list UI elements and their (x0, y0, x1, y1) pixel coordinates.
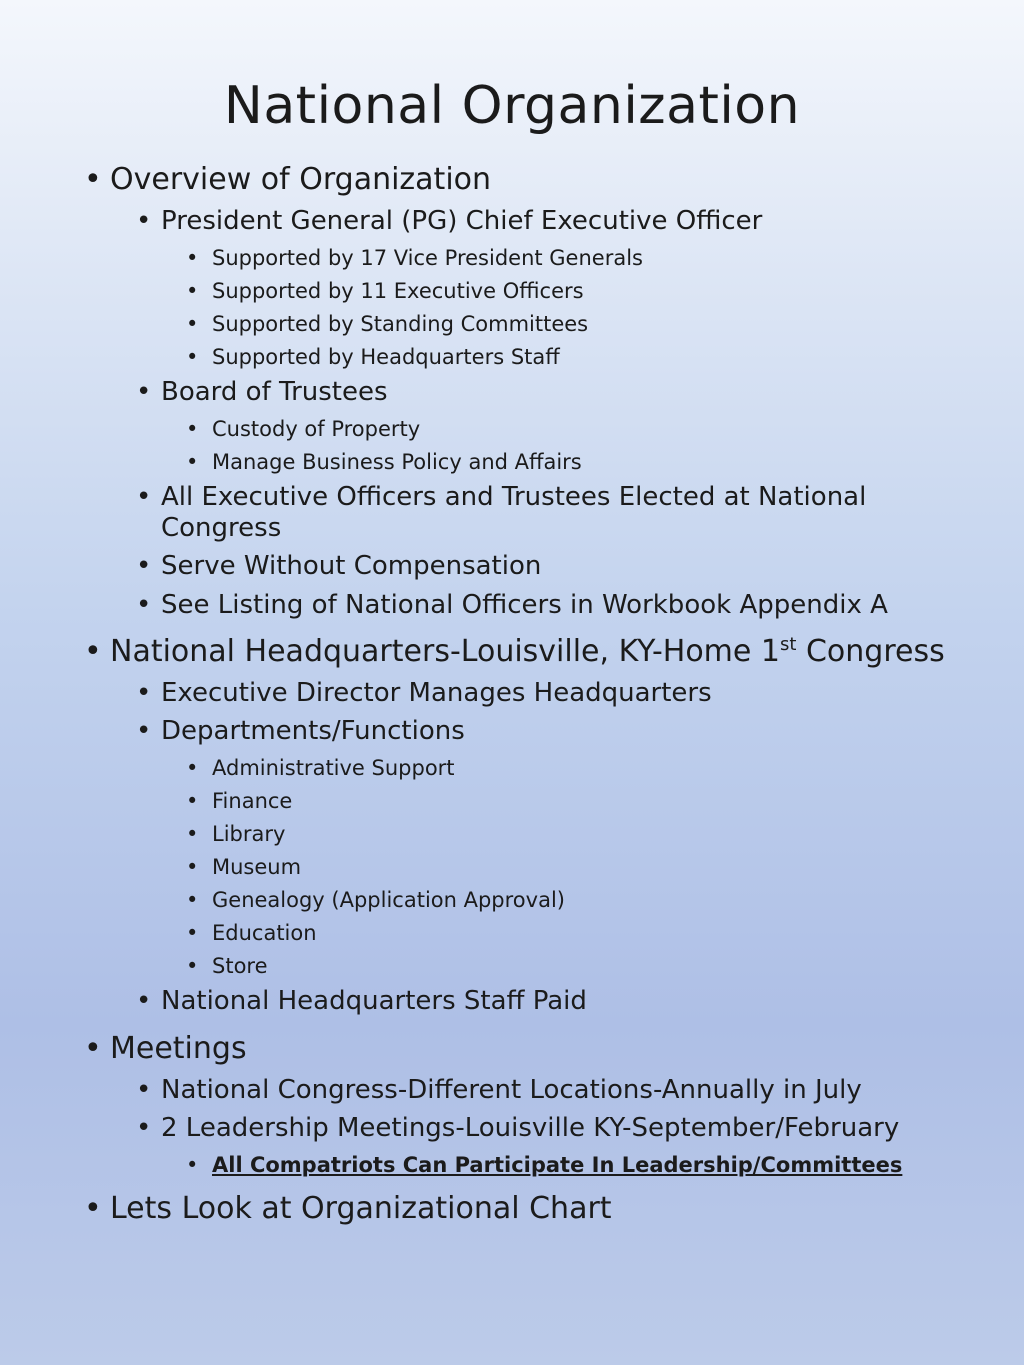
list-item-board-of-trustees (136, 377, 388, 408)
list-item-label: Board of Trustees (161, 377, 388, 407)
bullet-icon: • (136, 716, 152, 746)
list-item-label: 2 Leadership Meetings-Louisville KY-September/February (161, 1113, 900, 1143)
list-item (186, 953, 268, 979)
list-item-national-headquarters (84, 636, 945, 668)
list-item-label: National Headquarters Staff Paid (161, 986, 587, 1016)
list-item-label: All Compatriots Can Participate In Leadership/Committees (212, 1153, 903, 1177)
list-item-label: Library (212, 822, 286, 846)
list-item-label: Departments/Functions (161, 716, 465, 746)
list-item (186, 755, 455, 781)
hq-label-end: Congress (796, 634, 945, 669)
bullet-icon: • (84, 634, 102, 669)
list-item (186, 245, 643, 271)
list-item-organizational-chart (84, 1193, 612, 1225)
list-item-label: Custody of Property (212, 417, 421, 441)
list-item-label (110, 634, 945, 669)
bullet-icon: • (136, 590, 152, 620)
list-item-label: National Congress-Different Locations-Annually in July (161, 1075, 862, 1105)
list-item-national-congress (136, 1075, 862, 1106)
list-item-label: Overview of Organization (110, 162, 492, 197)
list-item-meetings (84, 1033, 247, 1065)
list-item-label: Education (212, 921, 317, 945)
list-item-leadership-meetings (136, 1113, 899, 1144)
list-item (186, 311, 588, 337)
bullet-icon: • (186, 954, 199, 978)
list-item (186, 416, 420, 442)
bullet-icon: • (186, 417, 199, 441)
bullet-icon: • (136, 986, 152, 1016)
list-item-compensation (136, 551, 541, 582)
list-item (186, 278, 584, 304)
list-item (186, 788, 292, 814)
bullet-icon: • (136, 1113, 152, 1143)
bullet-icon: • (136, 678, 152, 708)
bullet-icon: • (186, 246, 199, 270)
list-item-label: Executive Director Manages Headquarters (161, 678, 712, 708)
list-item-elected-continuation (161, 513, 281, 544)
list-item-label: See Listing of National Officers in Workbook Appendix A (161, 590, 888, 620)
slide-title: National Organization (223, 76, 801, 136)
list-item-label: Meetings (110, 1031, 247, 1066)
bullet-icon: • (186, 855, 199, 879)
list-item (186, 887, 565, 913)
list-item (186, 854, 301, 880)
bullet-icon: • (136, 206, 152, 236)
bullet-icon: • (186, 1153, 199, 1177)
list-item-label: All Executive Officers and Trustees Elected at National (161, 482, 867, 512)
list-item (186, 920, 317, 946)
list-item-elected (136, 482, 866, 513)
list-item-label: Supported by 17 Vice President Generals (212, 246, 643, 270)
list-item-overview (84, 164, 491, 196)
bullet-icon: • (186, 888, 199, 912)
list-item-label: Supported by 11 Executive Officers (212, 279, 584, 303)
bullet-icon: • (136, 551, 152, 581)
hq-label-main: National Headquarters-Louisville, KY-Home 1 (110, 634, 780, 669)
list-item-label: Congress (161, 513, 282, 543)
bullet-icon: • (136, 482, 152, 512)
list-item-label: Supported by Standing Committees (212, 312, 589, 336)
list-item-listing (136, 590, 888, 621)
bullet-icon: • (84, 1191, 102, 1226)
list-item (186, 821, 285, 847)
bullet-icon: • (136, 377, 152, 407)
list-item-label: Museum (212, 855, 302, 879)
bullet-icon: • (84, 162, 102, 197)
list-item-label: Serve Without Compensation (161, 551, 542, 581)
list-item-participate (186, 1152, 902, 1178)
bullet-icon: • (186, 312, 199, 336)
list-item-label: Administrative Support (212, 756, 455, 780)
list-item (186, 449, 582, 475)
list-item-label: Lets Look at Organizational Chart (110, 1191, 612, 1226)
bullet-icon: • (186, 822, 199, 846)
bullet-icon: • (186, 450, 199, 474)
list-item-label: Store (212, 954, 268, 978)
bullet-icon: • (186, 279, 199, 303)
bullet-icon: • (136, 1075, 152, 1105)
list-item-label: Finance (212, 789, 293, 813)
bullet-icon: • (186, 921, 199, 945)
bullet-icon: • (186, 756, 199, 780)
list-item-label: Supported by Headquarters Staff (212, 345, 560, 369)
bullet-icon: • (84, 1031, 102, 1066)
list-item-hq-staff (136, 986, 587, 1017)
list-item (186, 344, 560, 370)
list-item-label: Genealogy (Application Approval) (212, 888, 565, 912)
hq-label-sup: st (780, 634, 797, 655)
list-item-label: Manage Business Policy and Affairs (212, 450, 582, 474)
bullet-icon: • (186, 345, 199, 369)
bullet-icon: • (186, 789, 199, 813)
list-item-president-general (136, 206, 762, 237)
list-item-label: President General (PG) Chief Executive Officer (161, 206, 763, 236)
list-item-departments (136, 716, 465, 747)
list-item-executive-director (136, 678, 712, 709)
